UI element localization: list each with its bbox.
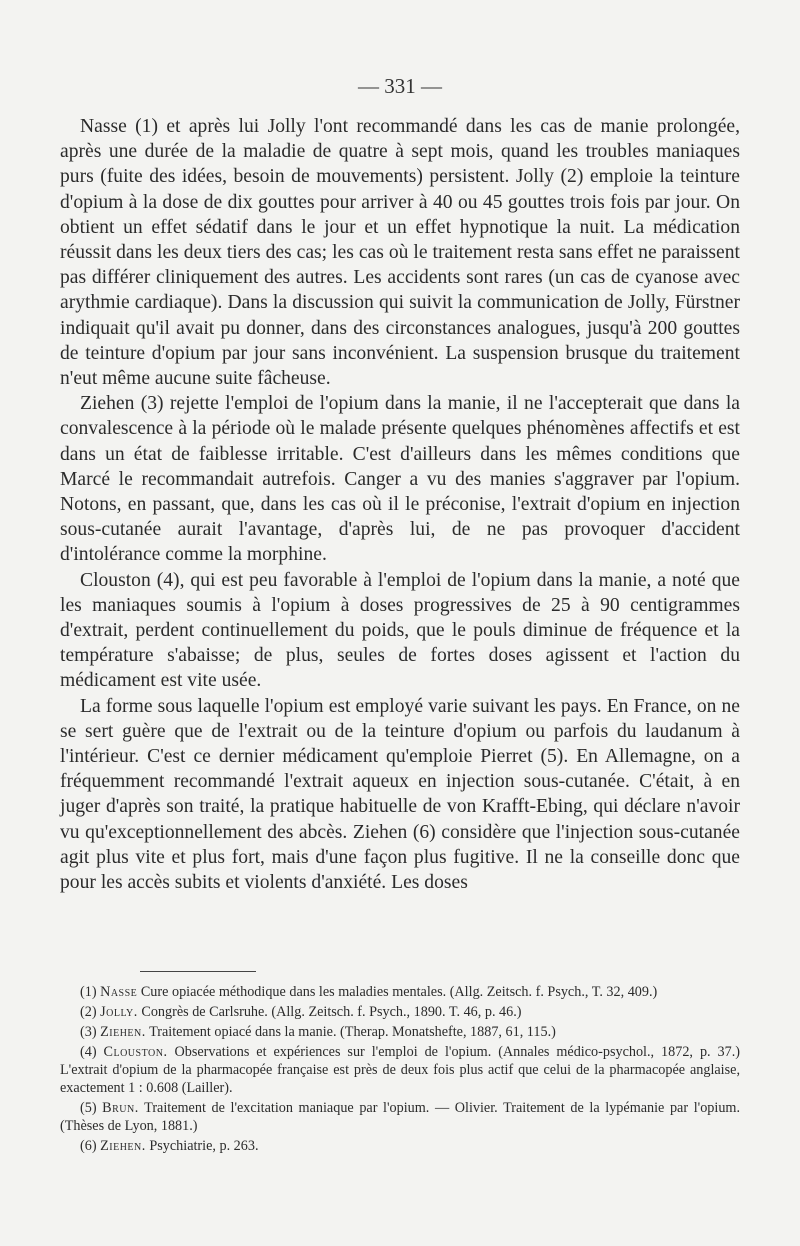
footnote-divider [140, 971, 256, 972]
footnotes [60, 983, 740, 1157]
footnote-text: Traitement opiacé dans la manie. (Therap. Monatshefte, 1887, 61, 115.) [149, 1024, 556, 1040]
footnote-text: Psychiatrie, p. 263. [149, 1138, 259, 1154]
footnote-marker: (5) [80, 1100, 97, 1116]
footnote-author: Jolly. [100, 1004, 138, 1020]
footnote-author: Nasse [100, 984, 138, 1000]
footnote-6 [60, 1137, 740, 1155]
footnote-4 [60, 1043, 740, 1097]
footnote-5 [60, 1099, 740, 1135]
footnote-text: Traitement de l'excitation maniaque par l'opium. — Olivier. Traitement de la lypémanie par l'opium. (Thèses de Lyon, 1881.) [60, 1100, 740, 1134]
footnote-marker: (3) [80, 1024, 97, 1040]
footnote-author: Ziehen. [100, 1024, 146, 1040]
footnote-2 [60, 1003, 740, 1021]
footnote-1 [60, 983, 740, 1001]
footnote-marker: (6) [80, 1138, 97, 1154]
paragraph-3: Clouston (4), qui est peu favorable à l'emploi de l'opium dans la manie, a noté que les maniaques soumis à l'opium à doses progressives de 25 à 90 centigrammes d'extrait, perdent continuellement du poids, que le pouls diminue de fréquence et la température s'abaisse; de plus, seules de fortes doses agissent et l'action du médicament est vite usée. [60, 569, 740, 692]
footnote-3 [60, 1023, 740, 1041]
footnote-text: Congrès de Carlsruhe. (Allg. Zeitsch. f. Psych., 1890. T. 46, p. 46.) [141, 1004, 522, 1020]
footnote-marker: (2) [80, 1004, 97, 1020]
paragraph-4: La forme sous laquelle l'opium est employé varie suivant les pays. En France, on ne se sert guère que de l'extrait ou de la teinture d'opium ou parfois du laudanum à l'intérieur. C'est ce dernier médicament qu'emploie Pierret (5). En Allemagne, on a fréquemment recommandé l'extrait aqueux en injection sous-cutanée. C'était, à en juger d'après son traité, la pratique habituelle de von Krafft-Ebing, qui déclare n'avoir vu qu'exceptionnellement des abcès. Ziehen (6) considère que l'injection sous-cutanée agit plus vite et plus fort, mais d'une façon plus fugitive. Il ne la conseille donc que pour les accès subits et violents d'anxiété. Les doses [60, 695, 740, 894]
paragraph-1: Nasse (1) et après lui Jolly l'ont recommandé dans les cas de manie prolongée, après une durée de la maladie de quatre à sept mois, quand les troubles maniaques purs (fuite des idées, besoin de mouvements) persistent. Jolly (2) emploie la teinture d'opium à la dose de dix gouttes pour arriver à 40 ou 45 gouttes trois fois par jour. On obtient un effet sédatif dans le jour et un effet hypnotique la nuit. La médication réussit dans les deux tiers des cas; les cas où le traitement resta sans effet ne paraissent pas différer cliniquement des autres. Les accidents sont rares (un cas de cyanose avec arythmie cardiaque). Dans la discussion qui suivit la communication de Jolly, Fürstner indiquait qu'il avait pu donner, dans des circonstances analogues, jusqu'à 200 gouttes de teinture d'opium par jour sans inconvénient. La suspension brusque du traitement n'eut même aucune suite fâcheuse. [60, 116, 740, 390]
footnote-author: Brun. [102, 1100, 139, 1116]
page-number: — 331 — [358, 74, 442, 98]
footnote-text: Cure opiacée méthodique dans les maladies mentales. (Allg. Zeitsch. f. Psych., T. 32, 409.) [140, 984, 658, 1000]
footnote-marker: (1) [80, 984, 97, 1000]
footnote-author: Clouston. [103, 1044, 168, 1060]
footnote-text: Observations et expériences sur l'emploi de l'opium. (Annales médico-psychol., 1872, p. 37.) L'extrait d'opium de la pharmacopée française est près de deux fois plus actif que celui de la pharmacopée anglaise, exactement 1 : 0.608 (Lailler). [60, 1044, 741, 1096]
footnote-marker: (4) [80, 1044, 97, 1060]
paragraph-2: Ziehen (3) rejette l'emploi de l'opium dans la manie, il ne l'accepterait que dans la convalescence à la période où le malade présente quelques phénomènes affectifs et est dans un état de faiblesse irritable. C'est d'ailleurs dans les mêmes conditions que Marcé le recommandait autrefois. Canger a vu des manies s'aggraver par l'opium. Notons, en passant, que, dans les cas où il le préconise, l'extrait d'opium en injection sous-cutanée aurait l'avantage, d'après lui, de ne pas provoquer d'accident d'intolérance comme la morphine. [60, 393, 740, 566]
footnote-author: Ziehen. [100, 1138, 146, 1154]
main-text [60, 114, 740, 895]
